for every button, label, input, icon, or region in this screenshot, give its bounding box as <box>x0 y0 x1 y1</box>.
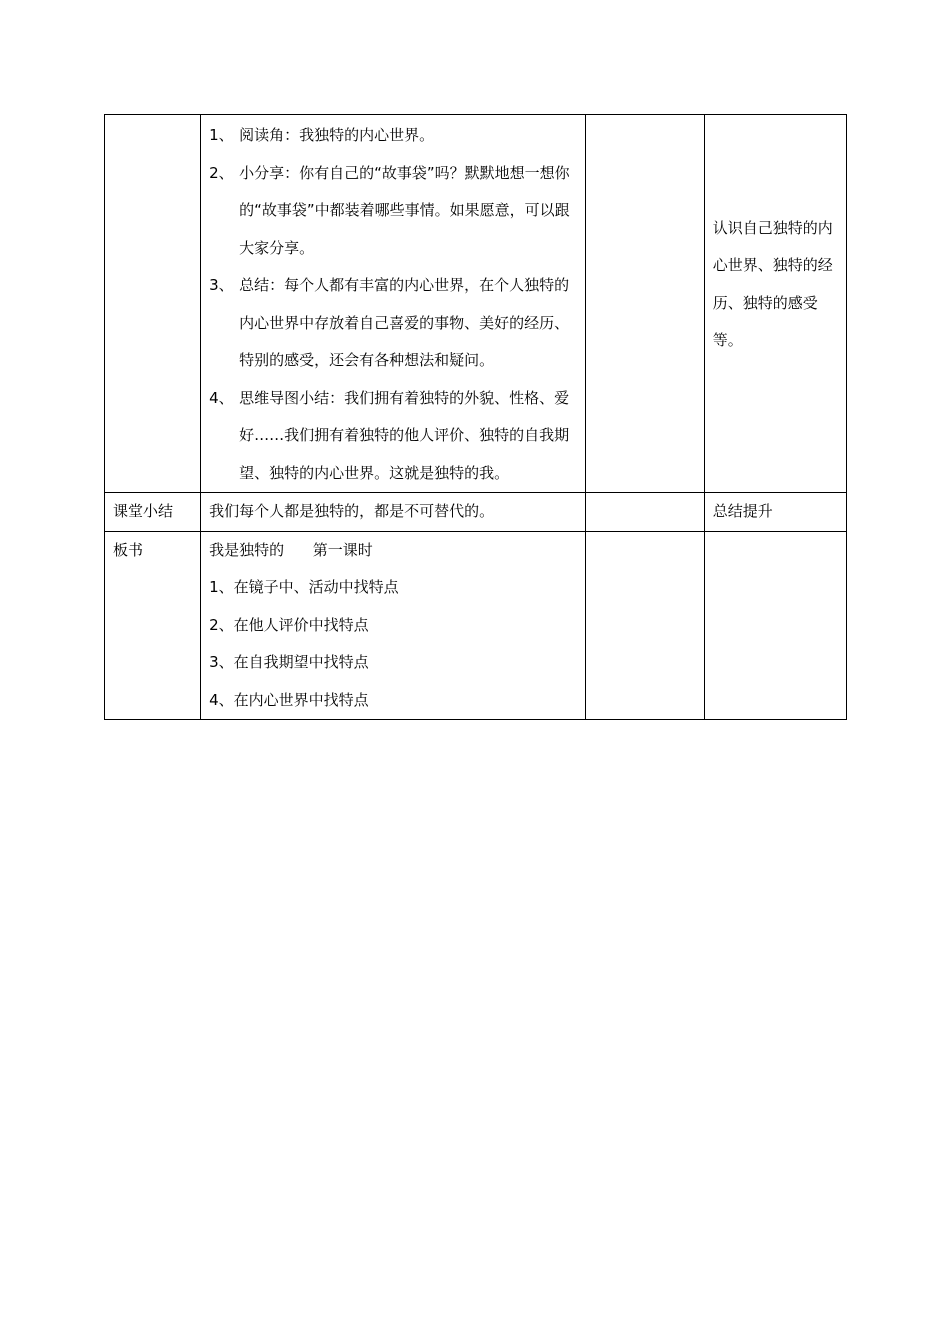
board-label-cell <box>105 531 201 720</box>
summary-content: 我们每个人都是独特的，都是不可替代的。 <box>209 502 495 520</box>
board-line: 1、在镜子中、活动中找特点 <box>209 578 399 596</box>
board-content-cell <box>201 531 586 720</box>
summary-label-cell <box>105 493 201 532</box>
board-line: 2、在他人评价中找特点 <box>209 615 369 634</box>
activity-item-text: 小分享：你有自己的“故事袋”吗？默默地想一想你的“故事袋”中都装着哪些事情。如果愿意，可以跟大家分享。 <box>239 163 570 257</box>
table-row-activity <box>105 115 847 493</box>
activity-item <box>209 117 577 155</box>
board-student-cell <box>585 531 704 720</box>
board-title: 我是独特的 第一课时 <box>209 540 373 559</box>
activity-item <box>209 155 577 268</box>
board-intent-cell <box>704 531 846 720</box>
summary-intent-text: 总结提升 <box>712 502 773 520</box>
activity-intent-text: 认识自己独特的内心世界、独特的经历、独特的感受等。 <box>712 218 833 349</box>
activity-item <box>209 380 577 493</box>
board-line: 3、在自我期望中找特点 <box>209 653 369 671</box>
activity-item-number: 4、 <box>209 388 234 407</box>
activity-item-text: 总结：每个人都有丰富的内心世界，在个人独特的内心世界中存放着自己喜爱的事物、美好的经历、特别的感受，还会有各种想法和疑问。 <box>239 276 570 369</box>
board-line: 4、在内心世界中找特点 <box>209 690 369 709</box>
activity-intent-cell <box>704 115 846 493</box>
table-row-board <box>105 531 847 720</box>
activity-item-number: 1、 <box>209 126 234 144</box>
summary-intent-cell <box>704 493 846 532</box>
board-label: 板书 <box>113 540 144 559</box>
activity-item <box>209 267 577 380</box>
activity-content-cell <box>201 115 586 493</box>
table-row-summary <box>105 493 847 532</box>
activity-item-text: 思维导图小结：我们拥有着独特的外貌、性格、爱好……我们拥有着独特的他人评价、独特的自我期望、独特的内心世界。这就是独特的我。 <box>239 388 570 482</box>
activity-item-number: 3、 <box>209 276 234 294</box>
activity-item-text: 阅读角：我独特的内心世界。 <box>239 126 435 144</box>
activity-item-number: 2、 <box>209 163 234 182</box>
activity-label-cell <box>105 115 201 493</box>
lesson-plan-table <box>104 114 847 720</box>
summary-student-cell <box>585 493 704 532</box>
activity-student-cell <box>585 115 704 493</box>
summary-label: 课堂小结 <box>113 502 174 520</box>
summary-content-cell <box>201 493 586 532</box>
